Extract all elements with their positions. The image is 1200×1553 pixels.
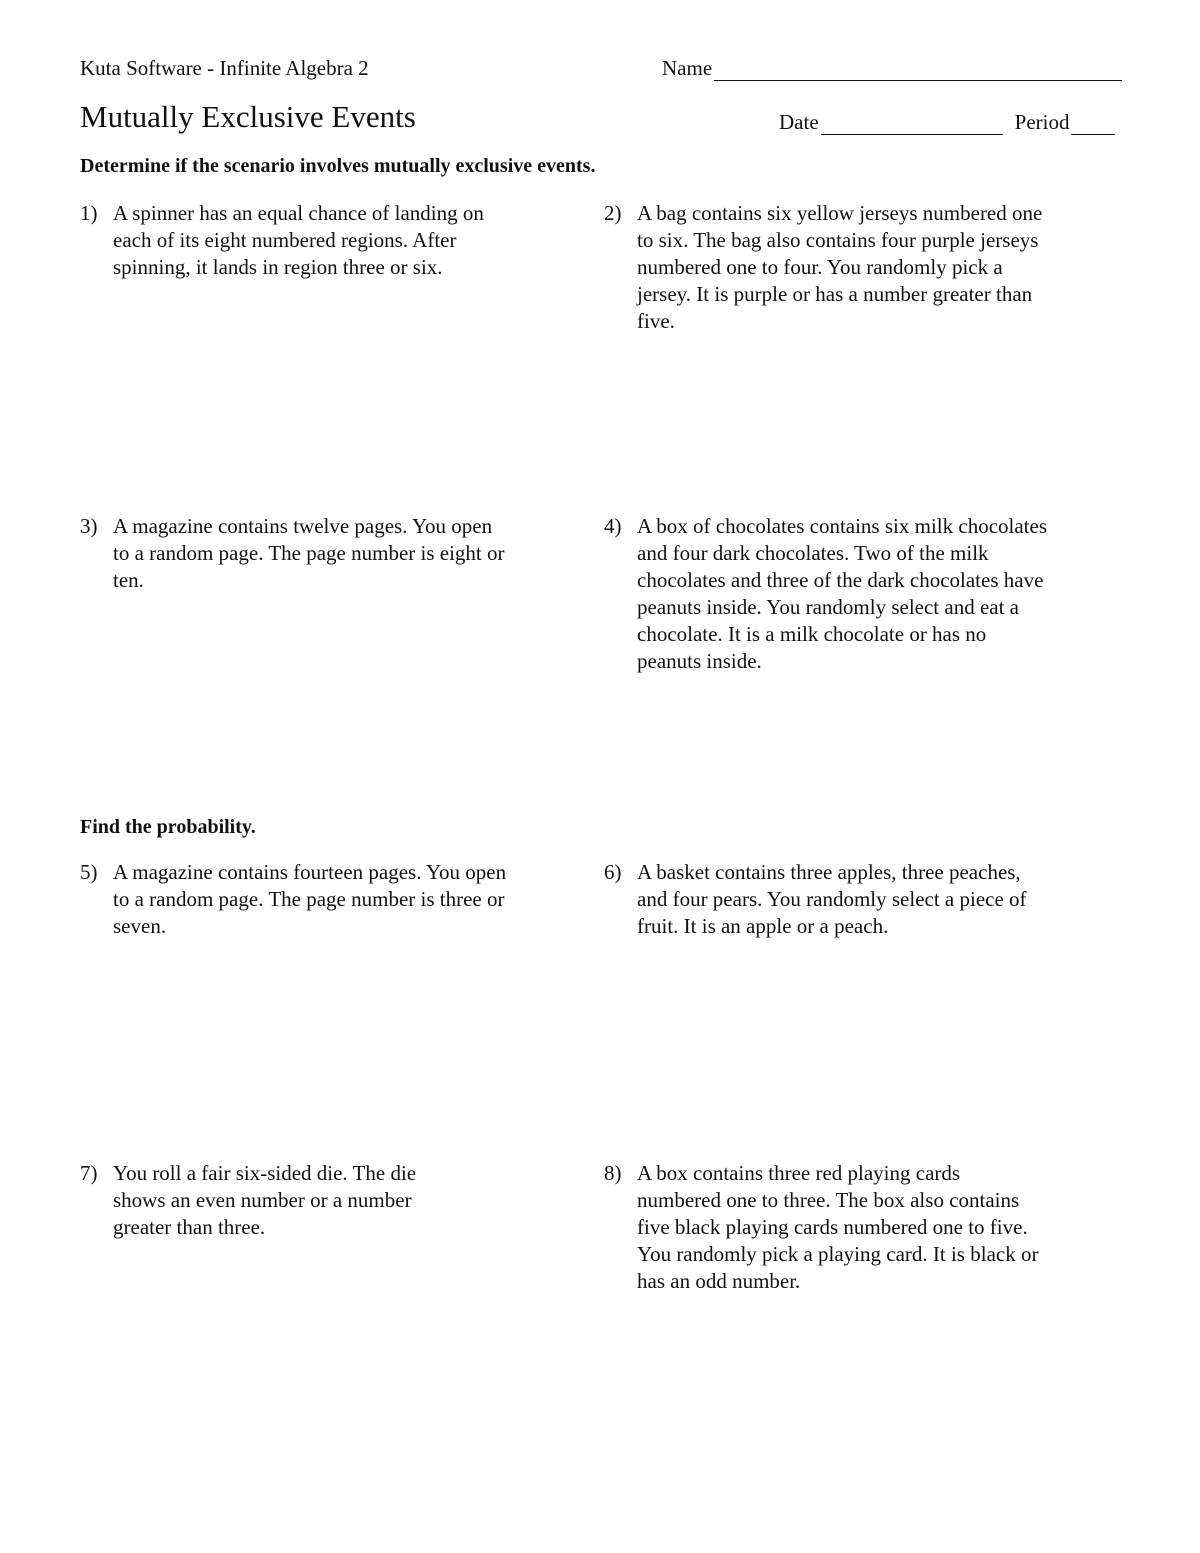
- problem-number: 7): [80, 1161, 98, 1185]
- problem-number: 5): [80, 860, 98, 884]
- section-instruction: Determine if the scenario involves mutually exclusive events.: [80, 155, 596, 177]
- software-label: Kuta Software - Infinite Algebra 2: [80, 56, 369, 80]
- problem-item: [80, 200, 513, 281]
- problem-item: [604, 200, 1049, 335]
- problem-number: 8): [604, 1161, 622, 1185]
- date-period-field[interactable]: [779, 110, 1115, 135]
- problem-text: A box of chocolates contains six milk chocolates and four dark chocolates. Two of the milk chocolates and three of the dark chocolates have peanuts inside. You randomly select and eat a chocolate. It is a milk chocolate or has no peanuts inside.: [637, 514, 1047, 673]
- problem-text: A box contains three red playing cards numbered one to three. The box also contains five black playing cards numbered one to five. You randomly pick a playing card. It is black or has an odd number.: [637, 1161, 1039, 1293]
- period-blank-line[interactable]: [1071, 114, 1115, 135]
- problem-text: A basket contains three apples, three peaches, and four pears. You randomly select a piece of fruit. It is an apple or a peach.: [637, 860, 1027, 938]
- period-label: Period: [1014, 110, 1070, 134]
- name-label: Name: [662, 56, 713, 80]
- problem-number: 1): [80, 201, 98, 225]
- problem-number: 2): [604, 201, 622, 225]
- problem-text: A spinner has an equal chance of landing on each of its eight numbered regions. After spinning, it lands in region three or six.: [113, 201, 484, 279]
- problem-text: A bag contains six yellow jerseys numbered one to six. The bag also contains four purple jerseys numbered one to four. You randomly pick a jersey. It is purple or has a number greater than five.: [637, 201, 1043, 333]
- problem-item: [604, 513, 1049, 675]
- worksheet-title: Mutually Exclusive Events: [80, 99, 416, 134]
- problem-item: [80, 859, 513, 940]
- problem-number: 4): [604, 514, 622, 538]
- problem-text: You roll a fair six-sided die. The die shows an even number or a number greater than three.: [113, 1161, 417, 1239]
- section-instruction: Find the probability.: [80, 816, 256, 838]
- name-field[interactable]: [662, 56, 1122, 81]
- problem-item: [604, 1160, 1049, 1295]
- problem-text: A magazine contains fourteen pages. You open to a random page. The page number is three or seven.: [113, 860, 507, 938]
- problem-item: [604, 859, 1029, 940]
- date-blank-line[interactable]: [821, 114, 1003, 135]
- problem-number: 6): [604, 860, 622, 884]
- name-blank-line[interactable]: [714, 60, 1122, 81]
- problem-text: A magazine contains twelve pages. You open to a random page. The page number is eight or ten.: [113, 514, 505, 592]
- problem-number: 3): [80, 514, 98, 538]
- problem-item: [80, 1160, 473, 1241]
- problem-item: [80, 513, 513, 594]
- date-label: Date: [779, 110, 819, 134]
